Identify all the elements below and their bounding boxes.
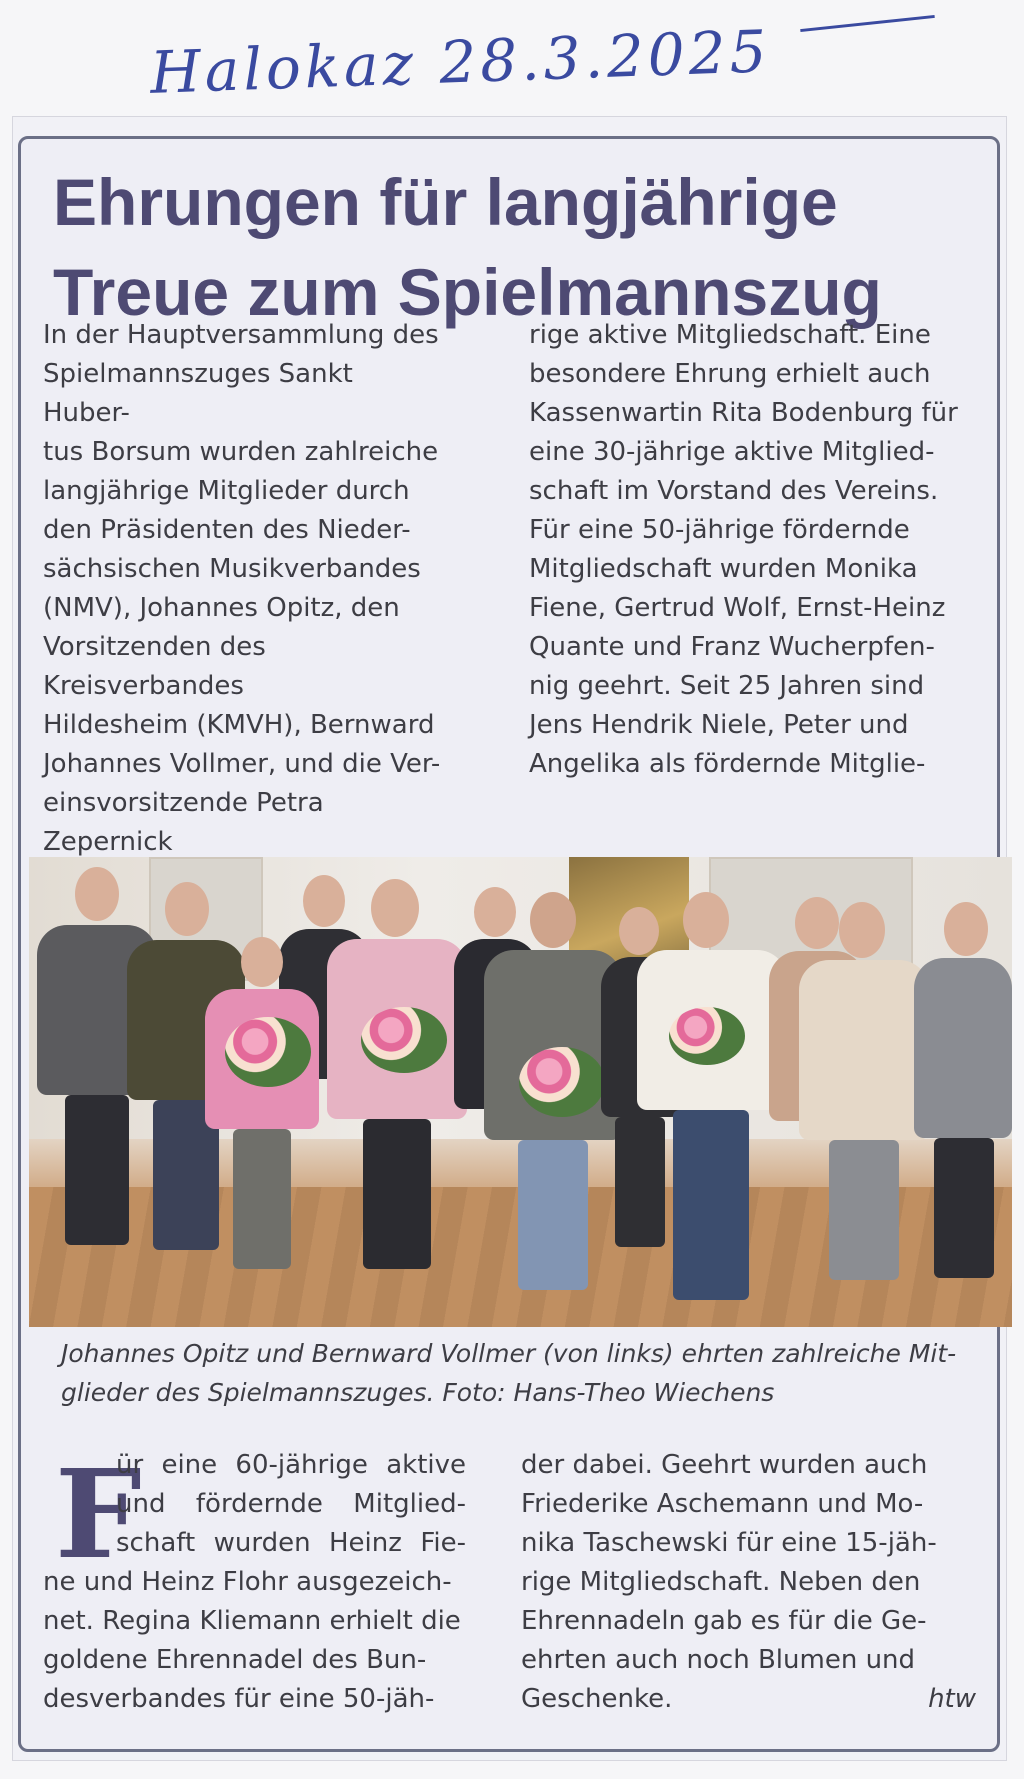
drop-cap: F — [55, 1442, 142, 1586]
group-photo — [29, 857, 1012, 1327]
headline-line-1: Ehrungen für langjährige — [53, 165, 838, 239]
text-line: Spielmannszuges Sankt Huber- — [43, 359, 353, 428]
text-line: rige aktive Mitgliedschaft. Eine — [529, 320, 931, 350]
text-line: nig geehrt. Seit 25 Jahren sind — [529, 671, 925, 701]
text-line: (NMV), Johannes Opitz, den — [43, 593, 400, 623]
text-line: rige Mitgliedschaft. Neben den — [521, 1567, 921, 1597]
flower-bouquet — [225, 1017, 311, 1087]
text-line: Mitgliedschaft wurden Monika — [529, 554, 918, 584]
text-line: net. Regina Kliemann erhielt die — [43, 1606, 461, 1636]
flower-bouquet — [669, 1007, 745, 1065]
author-signature: htw — [928, 1684, 976, 1714]
text-line: ne und Heinz Flohr ausgezeich- — [43, 1567, 452, 1597]
article-box — [18, 136, 1000, 1752]
text-line: Für eine 50-jährige fördernde — [529, 515, 910, 545]
text-line: schaft wurden Heinz Fie- — [116, 1528, 466, 1558]
text-line: Geschenke. — [521, 1684, 673, 1714]
flower-bouquet — [361, 1007, 447, 1073]
text-line: einsvorsitzende Petra Zepernick — [43, 788, 324, 857]
text-line: schaft im Vorstand des Vereins. — [529, 476, 939, 506]
text-line: und fördernde Mitglied- — [116, 1489, 466, 1519]
column-2 — [529, 316, 979, 784]
headline — [53, 157, 983, 337]
text-line: Angelika als fördernde Mitglie- — [529, 749, 926, 779]
intro-column — [43, 316, 448, 901]
caption-line: glieder des Spielmannszuges. Foto: Hans-Theo Wiechens — [61, 1378, 775, 1407]
text-line: Jens Hendrik Niele, Peter und — [529, 710, 909, 740]
text-line: der dabei. Geehrt wurden auch — [521, 1450, 928, 1480]
text-line: Ehrennadeln gab es für die Ge- — [521, 1606, 927, 1636]
text-line: Friederike Aschemann und Mo- — [521, 1489, 924, 1519]
text-line: Hildesheim (KMVH), Bernward — [43, 710, 435, 740]
text-line: sächsischen Musikverbandes — [43, 554, 421, 584]
handwritten-underline — [800, 15, 935, 32]
text-line: ehrten auch noch Blumen und — [521, 1645, 916, 1675]
text-line: Johannes Vollmer, und die Ver- — [43, 749, 441, 779]
caption-line: Johannes Opitz und Bernward Vollmer (von links) ehrten zahlreiche Mit- — [61, 1339, 957, 1368]
text-line: Fiene, Gertrud Wolf, Ernst-Heinz — [529, 593, 946, 623]
text-line: langjährige Mitglieder durch — [43, 476, 410, 506]
text-line: eine 30-jährige aktive Mitglied- — [529, 437, 935, 467]
column-3-bottom — [43, 1563, 473, 1719]
photo-caption — [61, 1334, 981, 1412]
text-line: In der Hauptversammlung des — [43, 320, 439, 350]
text-line: Kassenwartin Rita Bodenburg für — [529, 398, 958, 428]
text-line: goldene Ehrennadel des Bun- — [43, 1645, 427, 1675]
text-line: desverbandes für eine 50-jäh- — [43, 1684, 435, 1714]
text-line: ür eine 60-jährige aktive — [116, 1450, 466, 1480]
text-line: Quante und Franz Wucherpfen- — [529, 632, 935, 662]
text-line: besondere Ehrung erhielt auch — [529, 359, 931, 389]
text-line: den Präsidenten des Nieder- — [43, 515, 411, 545]
text-line: Vorsitzenden des Kreisverbandes — [43, 632, 266, 701]
headline-line-2: Treue zum Spielmannszug — [53, 255, 882, 329]
handwritten-source-date: Halokaz 28.3.2025 — [149, 17, 772, 107]
text-line: tus Borsum wurden zahlreiche — [43, 437, 439, 467]
flower-bouquet — [519, 1047, 605, 1117]
text-line: nika Taschewski für eine 15-jäh- — [521, 1528, 937, 1558]
column-4 — [521, 1446, 976, 1719]
column-3-top — [116, 1446, 466, 1563]
